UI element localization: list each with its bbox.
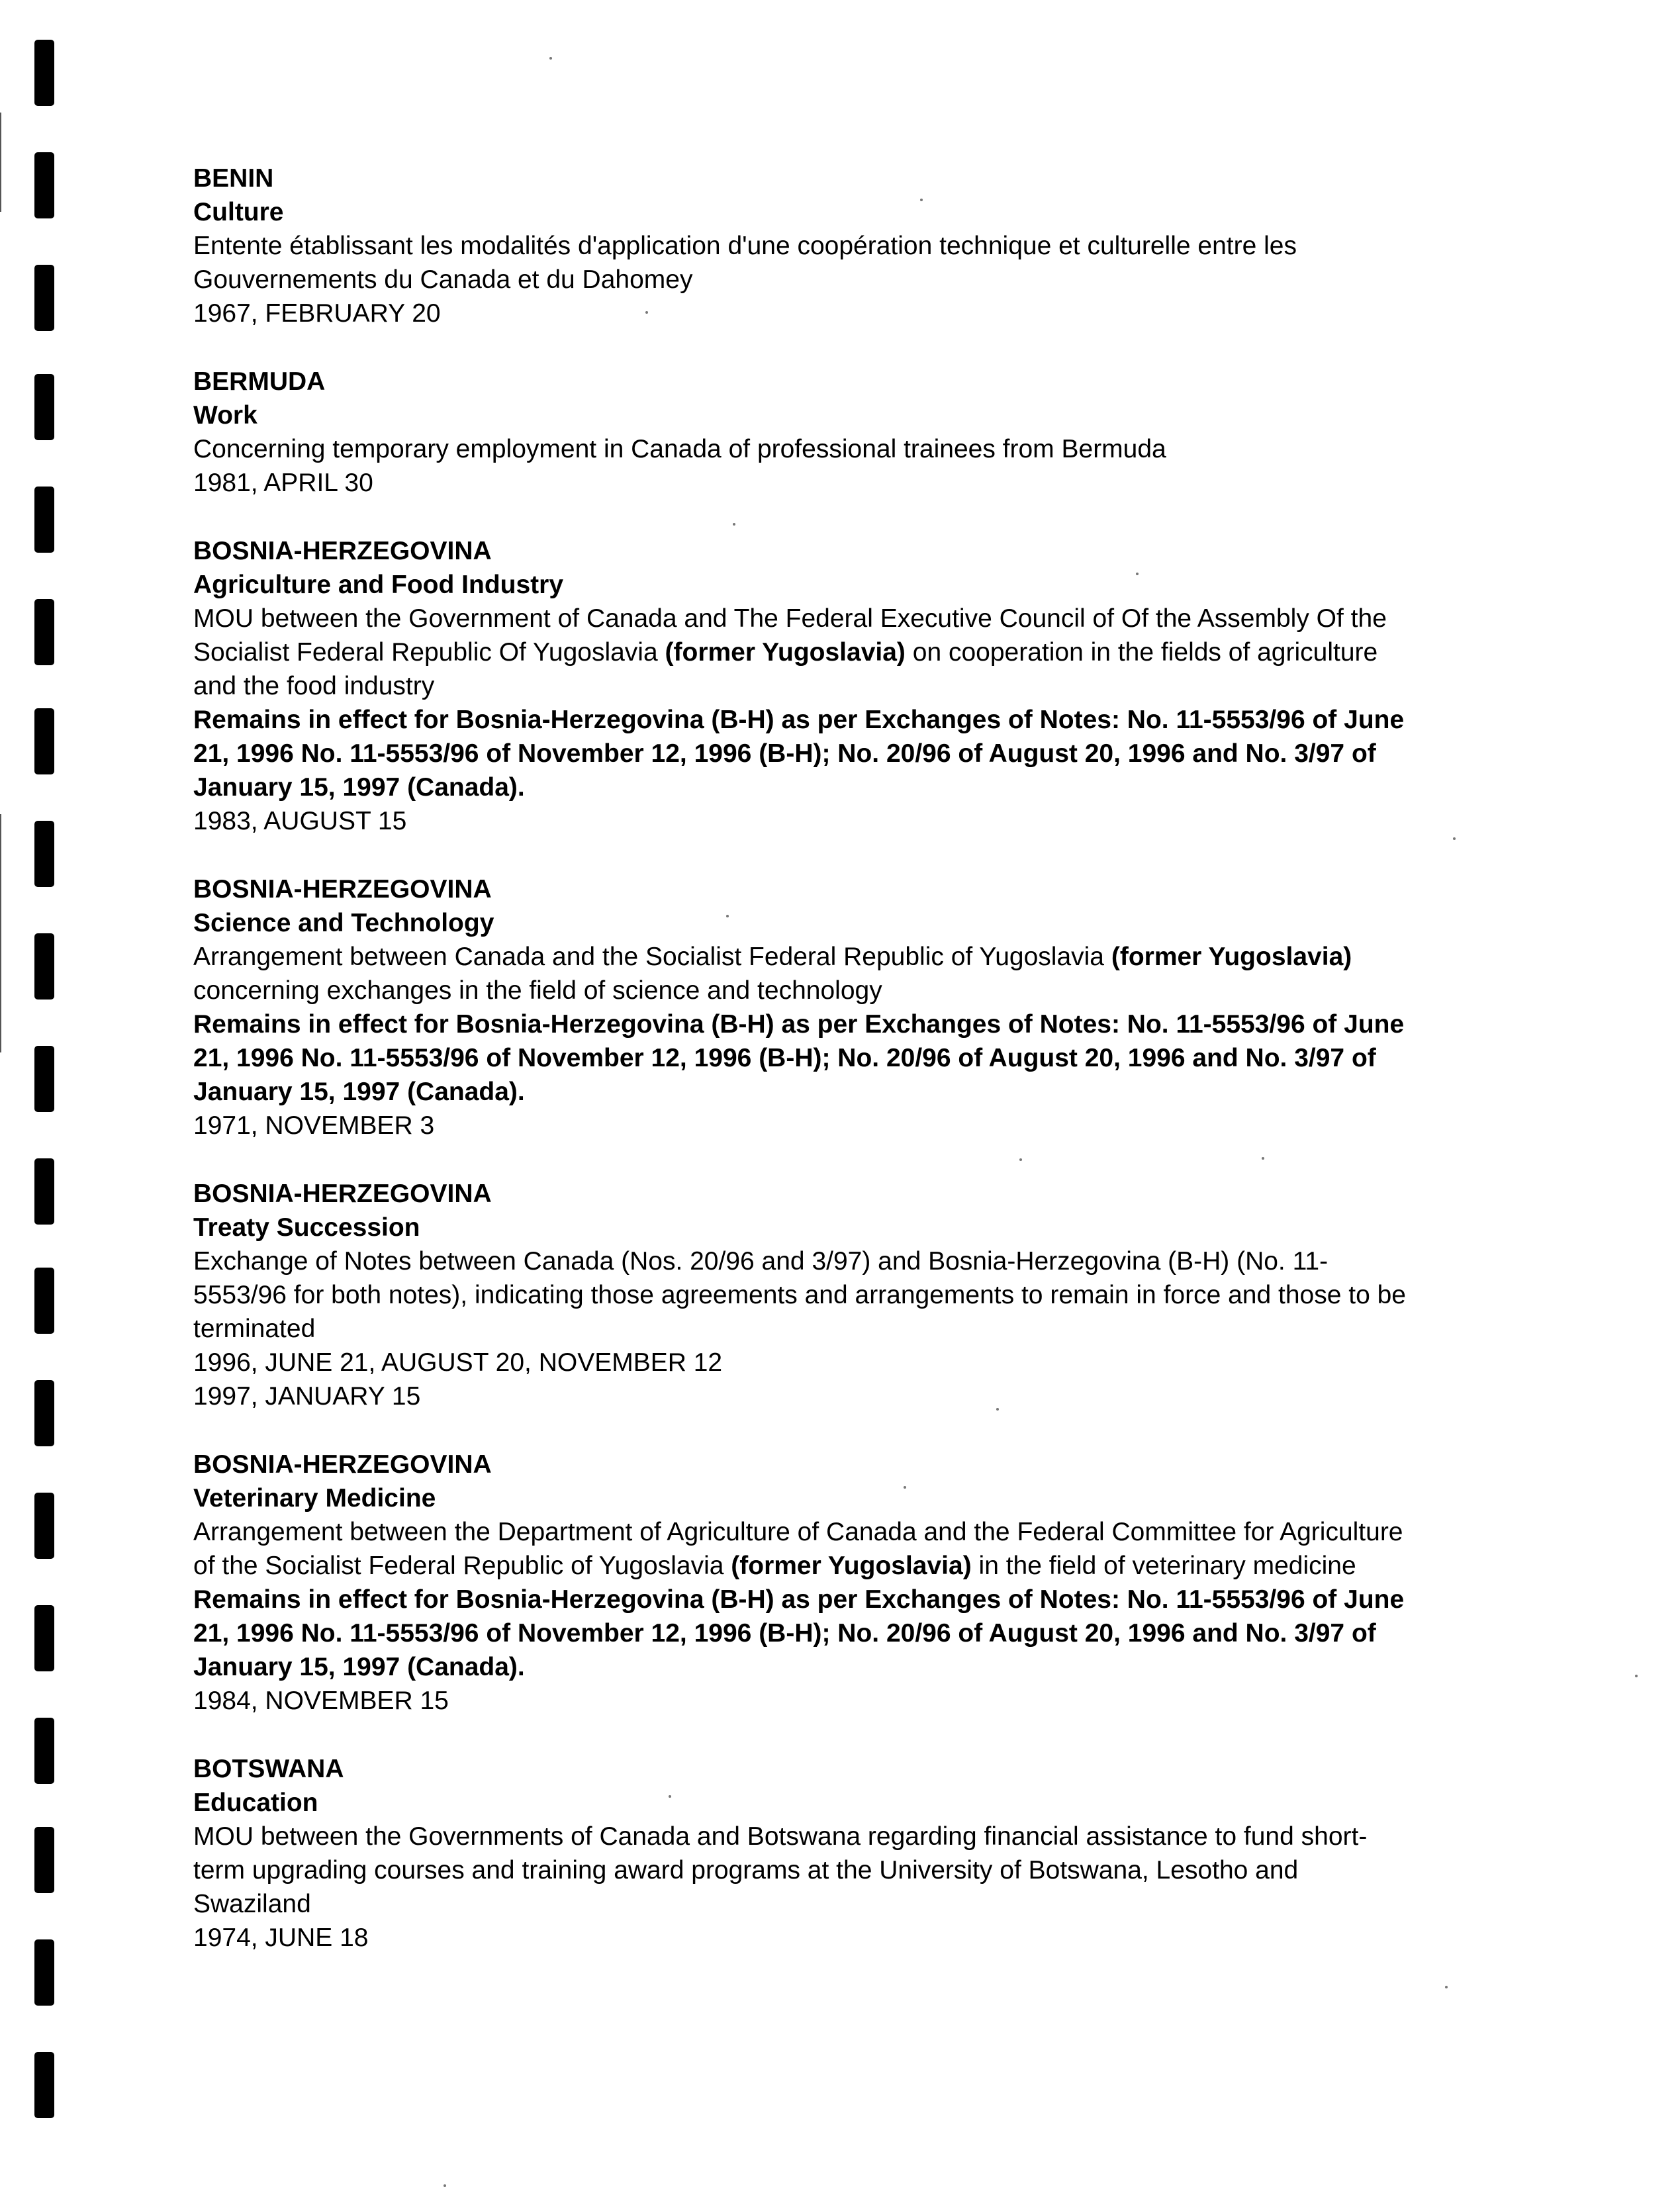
entry-description-line bbox=[193, 635, 1524, 669]
entry-note-line: January 15, 1997 (Canada). bbox=[193, 1653, 525, 1681]
entry-description-line: Gouvernements du Canada et du Dahomey bbox=[193, 265, 693, 294]
scan-speck bbox=[1635, 1675, 1638, 1677]
binder-hole bbox=[34, 265, 54, 331]
scan-speck bbox=[549, 57, 552, 60]
treaty-entry bbox=[193, 162, 1524, 330]
binder-hole bbox=[34, 599, 54, 665]
entry-country: BENIN bbox=[193, 164, 274, 193]
entry-subject: Agriculture and Food Industry bbox=[193, 571, 564, 599]
binder-hole bbox=[34, 1046, 54, 1112]
entry-description-line: terminated bbox=[193, 1315, 316, 1343]
description-text: of the Socialist Federal Republic of Yugoslavia bbox=[193, 1552, 724, 1580]
entry-date: 1997, JANUARY 15 bbox=[193, 1382, 421, 1411]
treaty-entry bbox=[193, 1448, 1524, 1718]
scan-speck bbox=[443, 2184, 446, 2187]
former-yugoslavia-note: (former Yugoslavia) bbox=[731, 1552, 972, 1580]
treaty-entry bbox=[193, 365, 1524, 500]
entry-subject: Work bbox=[193, 401, 257, 430]
entry-note-line: Remains in effect for Bosnia-Herzegovina (B-H) as per Exchanges of Notes: No. 11-5553/96 of June bbox=[193, 706, 1405, 734]
treaty-entry bbox=[193, 1177, 1524, 1413]
entry-country: BOSNIA-HERZEGOVINA bbox=[193, 1450, 492, 1479]
description-text: Socialist Federal Republic Of Yugoslavia bbox=[193, 638, 658, 667]
entry-note-line: January 15, 1997 (Canada). bbox=[193, 773, 525, 802]
entry-description-line: MOU between the Government of Canada and The Federal Executive Council of Of the Assembly Of the bbox=[193, 604, 1387, 633]
entry-description-line: MOU between the Governments of Canada and Botswana regarding financial assistance to fund short- bbox=[193, 1822, 1368, 1851]
entry-date: 1981, APRIL 30 bbox=[193, 469, 373, 497]
entry-note-line: January 15, 1997 (Canada). bbox=[193, 1078, 525, 1106]
entry-subject: Veterinary Medicine bbox=[193, 1484, 436, 1512]
scan-margin-line bbox=[0, 113, 1, 212]
entry-country: BOSNIA-HERZEGOVINA bbox=[193, 1180, 492, 1208]
treaty-entry bbox=[193, 1752, 1524, 1955]
entry-description-line: term upgrading courses and training award programs at the University of Botswana, Lesotho and bbox=[193, 1856, 1299, 1885]
binder-hole bbox=[34, 1380, 54, 1446]
entry-date: 1983, AUGUST 15 bbox=[193, 807, 407, 835]
binder-hole bbox=[34, 1939, 54, 2006]
binder-hole bbox=[34, 1158, 54, 1225]
entry-description-line: Arrangement between the Department of Agriculture of Canada and the Federal Committee for Agriculture bbox=[193, 1518, 1403, 1546]
entry-date: 1974, JUNE 18 bbox=[193, 1924, 369, 1952]
entry-note-line: Remains in effect for Bosnia-Herzegovina (B-H) as per Exchanges of Notes: No. 11-5553/96 of June bbox=[193, 1010, 1405, 1039]
description-text: Arrangement between Canada and the Socialist Federal Republic of Yugoslavia bbox=[193, 943, 1104, 971]
binder-hole-strip bbox=[0, 0, 73, 2184]
binder-hole bbox=[34, 821, 54, 887]
entry-subject: Treaty Succession bbox=[193, 1213, 420, 1242]
binder-hole bbox=[34, 1718, 54, 1784]
binder-hole bbox=[34, 1605, 54, 1671]
entry-date: 1984, NOVEMBER 15 bbox=[193, 1687, 449, 1715]
entry-country: BERMUDA bbox=[193, 367, 326, 396]
entry-description-line: Swaziland bbox=[193, 1890, 311, 1918]
binder-hole bbox=[34, 487, 54, 553]
entry-description-line: Entente établissant les modalités d'application d'une coopération technique et culturelle entre les bbox=[193, 232, 1297, 260]
entry-note-line: Remains in effect for Bosnia-Herzegovina (B-H) as per Exchanges of Notes: No. 11-5553/96 of June bbox=[193, 1585, 1405, 1614]
binder-hole bbox=[34, 152, 54, 218]
entry-country: BOSNIA-HERZEGOVINA bbox=[193, 537, 492, 565]
binder-hole bbox=[34, 1268, 54, 1334]
entry-description-line: concerning exchanges in the field of science and technology bbox=[193, 976, 882, 1005]
treaty-entry bbox=[193, 872, 1524, 1142]
entry-description-line bbox=[193, 1549, 1524, 1583]
entry-description-line: 5553/96 for both notes), indicating those agreements and arrangements to remain in force and those to be bbox=[193, 1281, 1406, 1309]
entry-country: BOSNIA-HERZEGOVINA bbox=[193, 875, 492, 904]
entry-date: 1996, JUNE 21, AUGUST 20, NOVEMBER 12 bbox=[193, 1348, 723, 1377]
entry-country: BOTSWANA bbox=[193, 1755, 344, 1783]
binder-hole bbox=[34, 708, 54, 774]
treaty-entry bbox=[193, 534, 1524, 838]
former-yugoslavia-note: (former Yugoslavia) bbox=[1111, 943, 1352, 971]
entry-date: 1971, NOVEMBER 3 bbox=[193, 1111, 435, 1140]
entry-note-line: 21, 1996 No. 11-5553/96 of November 12, 1996 (B-H); No. 20/96 of August 20, 1996 and No. 3/97 of bbox=[193, 1619, 1376, 1648]
entry-description-line: Exchange of Notes between Canada (Nos. 20/96 and 3/97) and Bosnia-Herzegovina (B-H) (No. 11- bbox=[193, 1247, 1329, 1276]
description-text: in the field of veterinary medicine bbox=[978, 1552, 1356, 1580]
binder-hole bbox=[34, 933, 54, 1000]
former-yugoslavia-note: (former Yugoslavia) bbox=[665, 638, 906, 667]
entry-date: 1967, FEBRUARY 20 bbox=[193, 299, 441, 328]
description-text: on cooperation in the fields of agriculture bbox=[912, 638, 1378, 667]
binder-hole bbox=[34, 2052, 54, 2118]
entry-description-line: and the food industry bbox=[193, 672, 435, 700]
entry-subject: Culture bbox=[193, 198, 284, 226]
entry-description-line bbox=[193, 940, 1524, 974]
scan-margin-line bbox=[0, 814, 1, 1052]
entry-note-line: 21, 1996 No. 11-5553/96 of November 12, 1996 (B-H); No. 20/96 of August 20, 1996 and No. 3/97 of bbox=[193, 1044, 1376, 1072]
document-body bbox=[193, 162, 1524, 1989]
binder-hole bbox=[34, 1827, 54, 1893]
binder-hole bbox=[34, 1493, 54, 1559]
entry-subject: Science and Technology bbox=[193, 909, 494, 937]
entry-description-line: Concerning temporary employment in Canada of professional trainees from Bermuda bbox=[193, 435, 1166, 463]
binder-hole bbox=[34, 374, 54, 440]
binder-hole bbox=[34, 40, 54, 106]
entry-subject: Education bbox=[193, 1789, 318, 1817]
entry-note-line: 21, 1996 No. 11-5553/96 of November 12, 1996 (B-H); No. 20/96 of August 20, 1996 and No. 3/97 of bbox=[193, 739, 1376, 768]
